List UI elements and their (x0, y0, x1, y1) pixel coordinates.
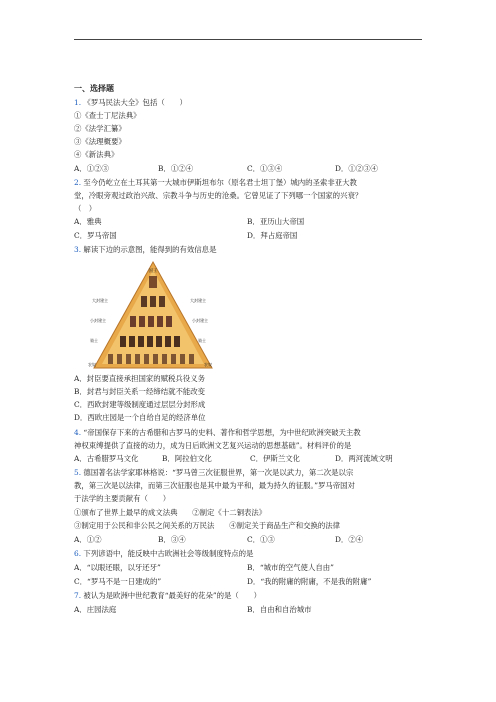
feudal-pyramid-figure (86, 260, 220, 372)
item-line: ③制定用于公民和非公民之间关系的万民法 ④制定关于商品生产和交换的法律 (74, 521, 341, 530)
question-7 (74, 591, 261, 600)
option-a: A．“以眼还眼，以牙还牙” (74, 563, 161, 572)
question-stem-line: 堂，冷眼旁观过政治兴敌、宗教斗争与历史的沧桑。它曾见证了下列哪一个国家的兴衰？ (74, 191, 363, 200)
option-b: B．“城市的空气使人自由” (247, 563, 334, 572)
option-d: D．②④ (335, 535, 364, 544)
question-stem-line: “帝国保存下来的古希腊和古罗马的史料、著作和哲学思想，为中世纪欧洲突破天主教 (83, 428, 361, 437)
option-d: D．拜占庭帝国 (247, 231, 298, 240)
option-b: B．③④ (158, 535, 186, 544)
question-number: 7. (74, 591, 82, 600)
option-a: A．古希腊罗马文化 (74, 454, 139, 463)
option-a: A．庄园法庭 (74, 605, 117, 614)
option-a: A．①② (74, 535, 102, 544)
option-b: B．①②④ (158, 164, 193, 173)
question-number: 2. (74, 178, 82, 187)
label-right-3: 骑士 (198, 338, 206, 343)
item: ③《法理概要》 (74, 137, 126, 146)
label-left-3: 骑士 (90, 338, 98, 343)
label-right-1: 大封建主 (190, 298, 206, 303)
question-stem-line: 神权束缚提供了直接的动力，成为日后欧洲文艺复兴运动的思想基础”。材料评价的是 (74, 441, 352, 450)
question-stem-line: 教，第三次是以法律，而第三次征服也是其中最为平和，最为持久的征服。”罗马帝国对 (74, 481, 355, 490)
question-6 (74, 549, 253, 558)
question-stem: 被认为是欧洲中世纪教育“最美好的花朵”的是（ ） (83, 591, 261, 600)
question-4 (74, 428, 361, 437)
label-left-4: 农奴 (88, 362, 96, 367)
option-c: C．罗马帝国 (74, 231, 117, 240)
option-d: D．两河流域文明 (335, 454, 393, 463)
option-b: B．自由和自治城市 (247, 605, 312, 614)
label-right-2: 小封建主 (192, 318, 208, 323)
option-c: C．①③ (247, 535, 275, 544)
item-line: ①颁布了世界上最早的成文法典 ②制定《十二铜表法》 (74, 508, 267, 517)
header-rule (74, 39, 422, 40)
question-stem-line: 于法学的主要贡献有（ ） (74, 494, 171, 503)
option-a: A．雅典 (74, 217, 102, 226)
question-number: 1. (74, 98, 82, 107)
option-a: A．封臣要直接承担国家的赋税兵役义务 (74, 374, 205, 383)
option-c: C．西欧封建等级制度通过层层分封形成 (74, 400, 206, 409)
question-1 (74, 98, 187, 107)
question-stem-line: （ ） (74, 204, 97, 213)
question-2 (74, 178, 357, 187)
label-king: 国王 (148, 269, 158, 274)
question-5 (74, 468, 353, 477)
option-c: C．①③④ (247, 164, 283, 173)
label-left-1: 大封建主 (92, 298, 108, 303)
option-c: C．“罗马不是一日建成的” (74, 577, 162, 586)
item: ②《法学汇纂》 (74, 124, 126, 133)
option-c: C．伊斯兰文化 (250, 454, 300, 463)
option-d: D．“我的附庸的附庸，不是我的附庸” (247, 577, 372, 586)
section-title: 一、选择题 (74, 83, 114, 93)
label-left-2: 小封建主 (90, 318, 106, 323)
question-3 (74, 245, 216, 254)
option-a: A．①②③ (74, 164, 109, 173)
question-stem: 解读下边的示意图，能得到的有效信息是 (83, 245, 217, 254)
option-d: D．①②③④ (335, 164, 378, 173)
question-stem: 下列谚语中，能反映中古欧洲社会等级制度特点的是 (83, 549, 254, 558)
option-d: D．西欧庄园是一个自给自足的经济单位 (74, 413, 206, 422)
question-stem: 《罗马民法大全》包括（ ） (83, 98, 187, 107)
question-stem-line: 至今仍屹立在土耳其第一大城市伊斯坦布尔（原名君士坦丁堡）城内的圣索非亚大教 (83, 178, 357, 187)
figures-row-4 (120, 336, 180, 347)
label-right-4: 农奴 (204, 362, 212, 367)
option-b: B．封君与封臣关系一经缔结就不能改变 (74, 387, 206, 396)
question-number: 3. (74, 245, 82, 254)
option-b: B．阿拉伯文化 (162, 454, 212, 463)
figures-row-1 (149, 276, 157, 288)
item: ①《查士丁尼法典》 (74, 111, 141, 120)
figures-row-2 (141, 296, 165, 307)
item: ④《新法典》 (74, 150, 119, 159)
question-stem-line: 德国著名法学家耶林格说：“罗马曾三次征服世界，第一次是以武力，第二次是以宗 (83, 468, 354, 477)
option-b: B．亚历山大帝国 (247, 217, 305, 226)
question-number: 6. (74, 549, 82, 558)
question-number: 4. (74, 428, 82, 437)
question-number: 5. (74, 468, 82, 477)
